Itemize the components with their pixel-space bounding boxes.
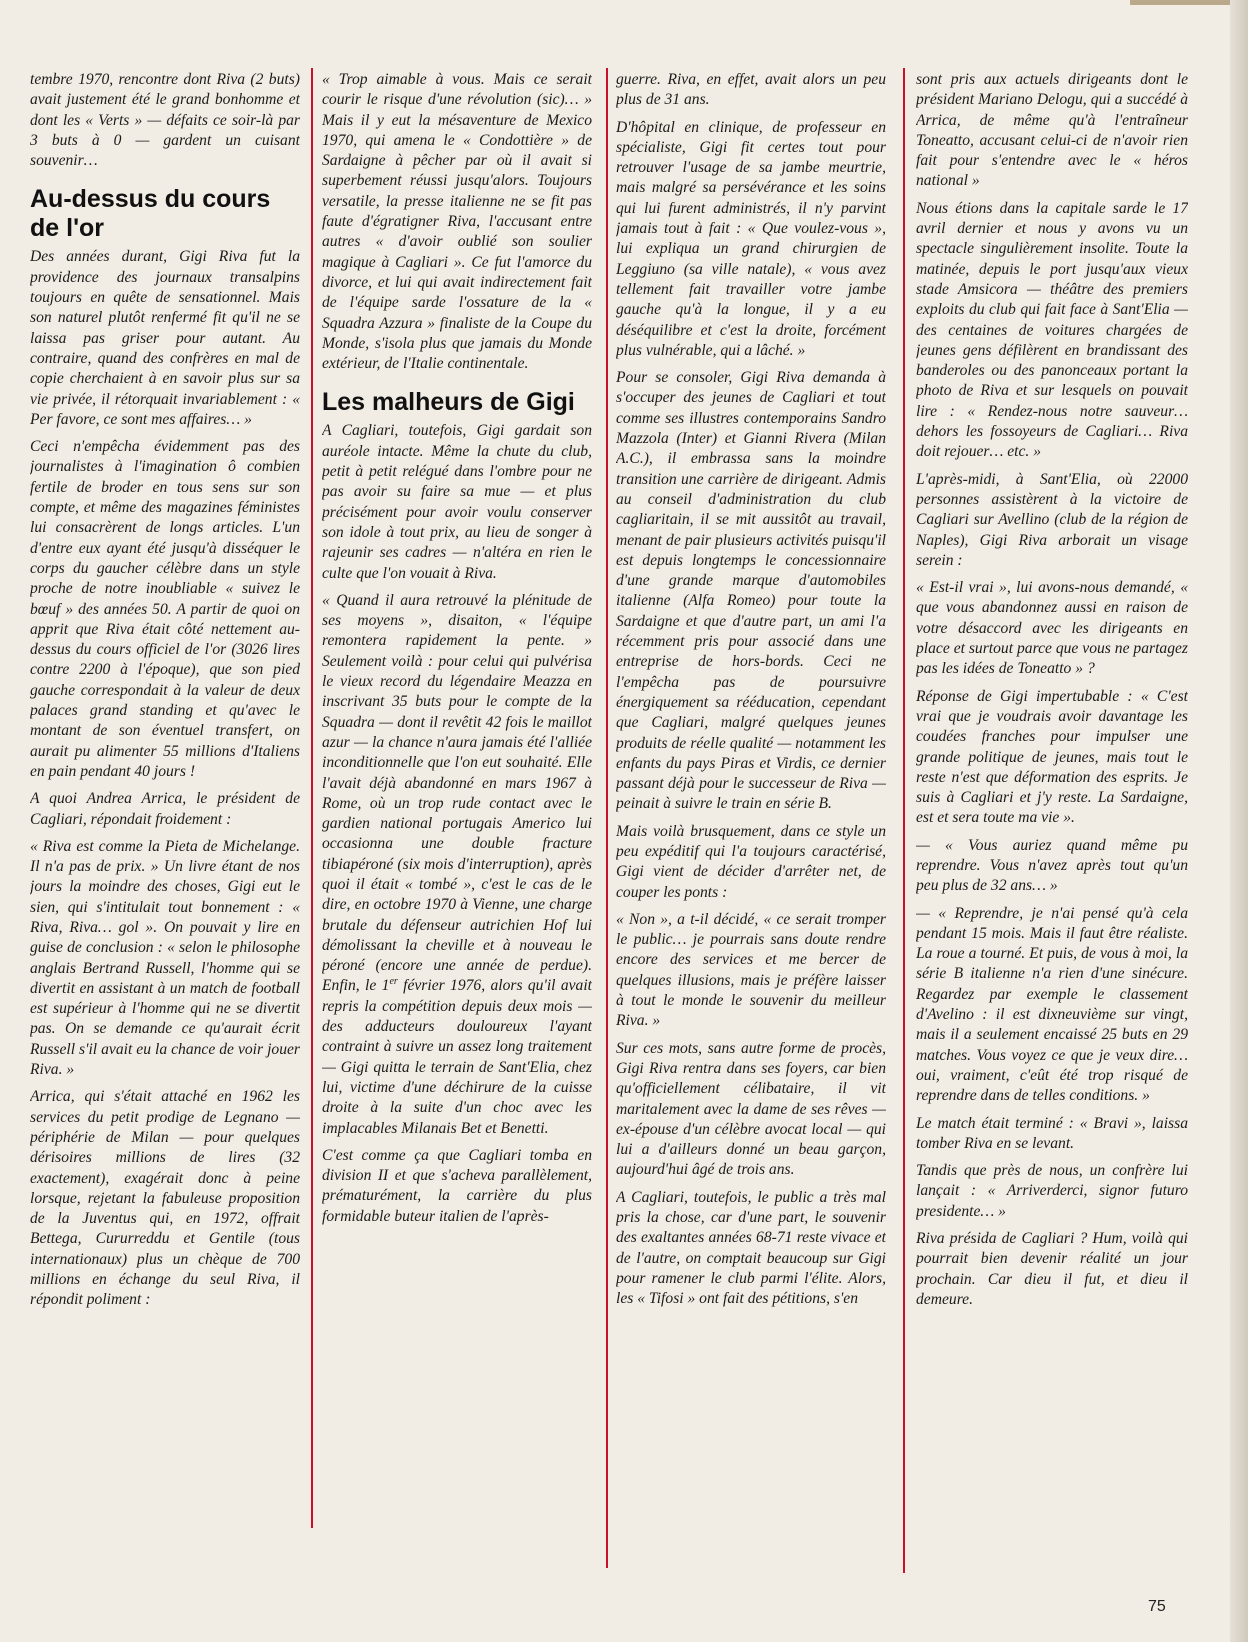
paragraph: C'est comme ça que Cagliari tomba en division II et que s'acheva parallèlement, prématurément, la carrière du plus formidable buteur italien de l'après- <box>322 1146 592 1225</box>
section-heading: Au-dessus du cours de l'or <box>30 185 271 243</box>
paragraph: guerre. Riva, en effet, avait alors un peu plus de 31 ans. <box>616 71 886 109</box>
article-column-4 <box>916 70 1188 1590</box>
article-column-1 <box>30 70 300 1590</box>
paragraph: Arrica, qui s'était attaché en 1962 les services du petit prodige de Legnano — périphérie de Milan — pour quelques dérisoires millions de lires (32 exactement), exagérait donc à peine lorsque, rejetant la fabuleuse proposition de la Juventus qui, en 1972, offrait Bettega, Cururreddu et Gentile (tous internationaux) plus un chèque de 700 millions en échange du seul Riva, il répondit poliment : <box>30 1088 300 1309</box>
paragraph: « Est-il vrai », lui avons-nous demandé, « que vous abandonnez aussi en raison de votre désaccord avec les dirigeants en place et surtout parce que vous ne partagez pas les idées de Toneatto » ? <box>916 579 1188 678</box>
paragraph: Le match était terminé : « Bravi », laissa tomber Riva en se levant. <box>916 1114 1188 1152</box>
paragraph: Pour se consoler, Gigi Riva demanda à s'occuper des jeunes de Cagliari et tout comme ses illustres contemporains Sandro Mazzola (Inter) et Gianni Rivera (Milan A.C.), il embrassa sans la moindre transition une carrière de dirigeant. Admis au conseil d'administration du club cagliaritain, il se mit aussitôt au travail, menant de pair plusieurs activités puisqu'il est depuis longtemps le concessionnaire d'une grande marque d'automobiles italienne (Alfa Romeo) pour toute la Sardaigne et que d'autre part, un ami l'a récemment pris pour associé dans une entreprise de hors-bords. Ceci ne l'empêcha pas de poursuivre énergiquement sa rééducation, cependant que Cagliari, malgré quelques jeunes produits de réelle qualité — notamment les enfants du pays Piras et Virdis, ce dernier passant déjà pour le successeur de Riva — peinait à suivre le train en série B. <box>616 369 886 813</box>
paragraph: Mais voilà brusquement, dans ce style un peu expéditif qui l'a toujours caractérisé, Gigi vient de décider d'arrêter net, de couper les ponts : <box>616 822 886 901</box>
paragraph: Réponse de Gigi impertubable : « C'est vrai que je voudrais avoir davantage les coudées franches pour impulser une grande politique de jeunes, mais tout le reste n'est que déformation des esprits. Je suis à Cagliari et j'y reste. La Sardaigne, est et sera toute ma vie ». <box>916 687 1188 827</box>
paragraph: L'après-midi, à Sant'Elia, où 22000 personnes assistèrent à la victoire de Cagliari sur Avellino (club de la région de Naples), Gigi Riva arborait un visage serein : <box>916 470 1188 569</box>
paragraph: Riva présida de Cagliari ? Hum, voilà qui pourrait bien devenir réalité un jour prochain. Car dieu il fut, et dieu il demeure. <box>916 1230 1188 1308</box>
page-number: 75 <box>1148 1598 1166 1615</box>
paragraph: tembre 1970, rencontre dont Riva (2 buts) avait justement été le grand bonhomme et dont les « Verts » — défaits ce soir-là par 3 buts à 0 — gardent un cuisant souvenir… <box>30 71 300 170</box>
paragraph: A Cagliari, toutefois, Gigi gardait son auréole intacte. Même la chute du club, petit à petit relégué dans l'ombre pour ne pas avoir su faire sa mue — et plus précisément pour avoir voulu conserver son idole à tout prix, au lieu de songer à rajeunir ses cadres — n'altéra en rien le culte que l'on vouait à Riva. <box>322 422 592 582</box>
paragraph-text: février 1976, alors qu'il avait repris la compétition depuis deux mois — des adducteurs douloureux l'ayant contraint à suivre un assez long traitement — Gigi quitta le terrain de Sant'Elia, chez lui, victime d'une déchirure de la cuisse droite à la suite d'un choc avec les implacables Milanais Bet et Benetti. <box>322 977 592 1137</box>
article-column-3 <box>616 70 886 1590</box>
paragraph-text: « Quand il aura retrouvé la plénitude de ses moyens », disaiton, « l'équipe remontera rapidement la pente. » Seulement voilà : pour celui qui pulvérisa le vieux record du légendaire Meazza en inscrivant 35 buts pour le compte de la Squadra — dont il revêtit 42 fois le maillot azur — la chance n'aura jamais été l'alliée inconditionnelle que l'on eut souhaité. Elle l'avait déjà abandonné en mars 1967 à Rome, où un trop rude contact avec le gardien national portugais Americo lui occasionna une double fracture tibiapéroné (six mois d'interruption), après quoi il était « tombé », c'est le cas de le dire, en octobre 1970 à Vienne, une charge brutale du défenseur autrichien Hof lui démolissant la cheville et à nouveau le péroné (encore une année de perdue). Enfin, le 1 <box>322 591 592 995</box>
column-rule <box>311 68 313 1528</box>
page-edge-shadow <box>1230 0 1248 1642</box>
column-rule <box>903 68 905 1573</box>
paragraph <box>322 591 592 1139</box>
column-rule <box>606 68 608 1568</box>
paragraph: — « Vous auriez quand même pu reprendre. Vous n'avez après tout qu'un peu plus de 32 ans… » <box>916 836 1188 895</box>
paragraph: D'hôpital en clinique, de professeur en spécialiste, Gigi fit certes tout pour retrouver l'usage de sa jambe meurtrie, mais malgré sa persévérance et les soins qui lui furent administrés, il n'y parvint jamais tout à fait : « Que voulez-vous », lui expliqua un grand chirurgien de Leggiuno (sa ville natale), « vous avez tellement fait travailler votre jambe gauche qu'à la longue, il y a eu déséquilibre et c'est la droite, forcément plus vulnérable, qui a lâché. » <box>616 118 886 359</box>
paragraph: Ceci n'empêcha évidemment pas des journalistes à l'imagination ô combien fertile de broder en tous sens sur son compte, et même des magazines féministes lui consacrèrent de longs articles. L'un d'entre eux ayant été jusqu'à disséquer le corps du gaucher célèbre dans un style proche de notre inoubliable « suivez le bœuf » des années 50. A partir de quoi on apprit que Riva était côté nettement au-dessus du cours officiel de l'or (3026 lires contre 2200 à l'époque), que son pied gauche correspondait à la valeur de deux palaces grand standing et qu'avec le montant de son éventuel transfert, on aurait pu alimenter 55 millions d'Italiens en pain pendant 40 jours ! <box>30 438 300 780</box>
paragraph: Sur ces mots, sans autre forme de procès, Gigi Riva rentra dans ses foyers, car bien qu'officiellement célibataire, il vit maritalement avec la dame de ses rêves — ex-épouse d'un célèbre avocat local — qui lui a d'ailleurs donné un beau garçon, aujourd'hui âgé de trois ans. <box>616 1039 886 1179</box>
paragraph: A quoi Andrea Arrica, le président de Cagliari, répondait froidement : <box>30 790 300 828</box>
paragraph: « Riva est comme la Pieta de Michelange. Il n'a pas de prix. » Un livre étant de nos jours la moindre des choses, Gigi eut le sien, qui s'intitulait tout bonnement : « Riva, Riva… gol ». On pouvait y lire en guise de conclusion : « selon le philosophe anglais Bertrand Russell, l'homme qui se divertit en assistant à un match de football est supérieur à l'homme qui ne se divertit pas. On se demande ce qu'aurait écrit Russell s'il avait eu la chance de voir jouer Riva. » <box>30 837 300 1079</box>
paragraph: A Cagliari, toutefois, le public a très mal pris la chose, car d'une part, le souvenir des exaltantes années 68-71 reste vivace et de l'autre, on comptait beaucoup sur Gigi pour ramener le club parmi l'élite. Alors, les « Tifosi » ont fait des pétitions, s'en <box>616 1188 886 1308</box>
section-heading: Les malheurs de Gigi <box>322 388 575 417</box>
paragraph: « Non », a t-il décidé, « ce serait tromper le public… je pourrais sans doute rendre encore des services et me bercer de quelques illusions, mais je préfère laisser à tout le monde le souvenir du meilleur Riva. » <box>616 910 886 1030</box>
paragraph: — « Reprendre, je n'ai pensé qu'à cela pendant 15 mois. Mais il faut être réaliste. La roue a tourné. Et puis, de vous à moi, la série B italienne n'a rien d'une sinécure. Regardez par exemple le classement d'Avelino : il est dixneuvième sur vingt, mais il a seulement encaissé 25 buts en 29 matches. Vous voyez ce que je veux dire… oui, vraiment, c'eût été trop risqué de reprendre dans de telles conditions. » <box>916 904 1188 1105</box>
ordinal-superscript: er <box>389 976 398 988</box>
paragraph: Nous étions dans la capitale sarde le 17 avril dernier et nous y avons vu un spectacle singulièrement insolite. Toute la matinée, depuis le port jusqu'aux vieux stade Amsicora — théâtre des premiers exploits du club qui fait face à Sant'Elia — des centaines de voitures chargées de jeunes gens défilèrent en brandissant des banderoles ou des panonceaux portant la photo de Riva et sur lesquels on pouvait lire : « Rendez-nous notre sauveur… dehors les fossoyeurs de Cagliari… Riva doit rejouer… etc. » <box>916 199 1188 461</box>
paragraph: Des années durant, Gigi Riva fut la providence des journaux transalpins toujours en quête de sensationnel. Mais son naturel plutôt renfermé fit qu'il ne se laissa pas griser pour autant. Au contraire, quand des confrères en mal de copie cherchaient à en savoir plus sur sa vie privée, il rétorquait invariablement : « Per favore, ce sont mes affaires… » <box>30 248 300 428</box>
paragraph: Tandis que près de nous, un confrère lui lançait : « Arriverderci, signor futuro presidente… » <box>916 1162 1188 1220</box>
paragraph: « Trop aimable à vous. Mais ce serait courir le risque d'une révolution (sic)… » Mais il y eut la mésaventure de Mexico 1970, qui amena le « Condottière » de Sardaigne à pêcher par où il avait si superbement réussi jusqu'alors. Toujours versatile, la presse italienne ne se fit pas faute d'égratigner Riva, l'accusant entre autres « d'avoir oublié son soulier magique à Cagliari ». Ce fut l'amorce du divorce, et lui qui avait indirectement fait de l'équipe sarde l'ossature de la « Squadra Azzura » finaliste de la Coupe du Monde, s'isola plus que jamais du Monde extérieur, de l'Italie continentale. <box>322 71 592 373</box>
article-column-2 <box>322 70 592 1590</box>
paragraph: sont pris aux actuels dirigeants dont le président Mariano Delogu, qui a succédé à Arrica, de même qu'à l'entraîneur Toneatto, accusant celui-ci de n'avoir rien fait pour s'entendre avec le « héros national » <box>916 71 1188 190</box>
